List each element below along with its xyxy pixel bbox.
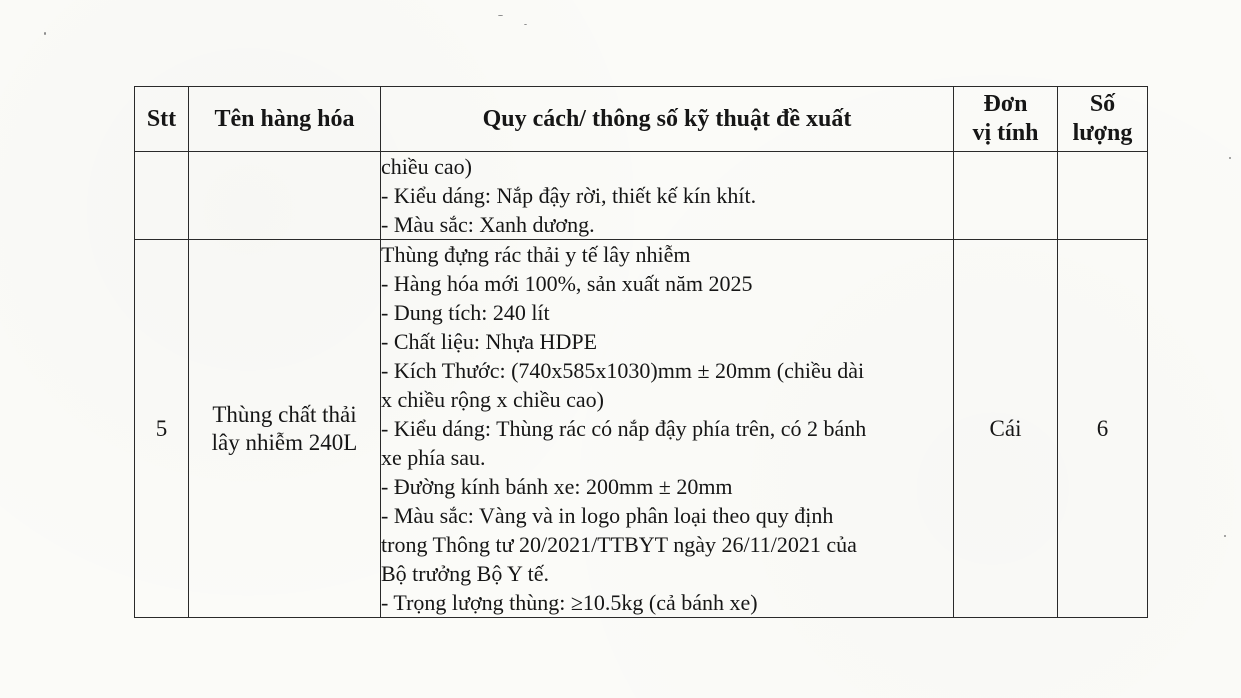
cell-item-name	[189, 240, 381, 618]
spec-line: - Chất liệu: Nhựa HDPE	[381, 329, 598, 354]
spec-line: - Kích Thước: (740x585x1030)mm ± 20mm (chiều dài	[381, 358, 865, 383]
spec-line: chiều cao)	[381, 154, 472, 179]
scan-speck	[44, 32, 46, 35]
scan-speck	[1229, 157, 1231, 159]
spec-line: Thùng đựng rác thải y tế lây nhiễm	[381, 242, 691, 267]
header-stt: Stt	[135, 87, 189, 152]
spec-line: - Kiểu dáng: Thùng rác có nắp đậy phía trên, có 2 bánh	[381, 416, 867, 441]
header-quantity-line2: lượng	[1072, 120, 1133, 146]
header-unit	[954, 87, 1058, 152]
spec-line: - Màu sắc: Vàng và in logo phân loại theo quy định	[381, 503, 834, 528]
scan-speck	[498, 15, 503, 16]
spec-line: - Đường kính bánh xe: 200mm ± 20mm	[381, 474, 733, 499]
cell-specification	[381, 240, 954, 618]
header-item-name: Tên hàng hóa	[189, 87, 381, 152]
cell-unit: Cái	[954, 240, 1058, 618]
cell-stt	[135, 152, 189, 240]
spec-line: x chiều rộng x chiều cao)	[381, 387, 604, 412]
table-row	[135, 240, 1148, 618]
spec-line: - Màu sắc: Xanh dương.	[381, 212, 595, 237]
header-quantity-line1: Số	[1089, 91, 1116, 117]
cell-quantity	[1058, 152, 1148, 240]
item-name-line2: lây nhiễm 240L	[211, 429, 358, 455]
header-unit-line2: vị tính	[972, 120, 1039, 146]
table-header-row	[135, 87, 1148, 152]
specification-table	[134, 86, 1148, 618]
spec-line: trong Thông tư 20/2021/TTBYT ngày 26/11/2021 của	[381, 532, 857, 557]
spec-line: Bộ trưởng Bộ Y tế.	[381, 561, 549, 586]
cell-stt: 5	[135, 240, 189, 618]
spec-line: - Hàng hóa mới 100%, sản xuất năm 2025	[381, 271, 753, 296]
cell-quantity: 6	[1058, 240, 1148, 618]
spec-line: - Trọng lượng thùng: ≥10.5kg (cả bánh xe)	[381, 590, 758, 615]
header-quantity	[1058, 87, 1148, 152]
table-row	[135, 152, 1148, 240]
header-unit-line1: Đơn	[983, 91, 1028, 117]
spec-line: - Dung tích: 240 lít	[381, 300, 550, 325]
item-name-line1: Thùng chất thải	[212, 401, 357, 427]
header-specification: Quy cách/ thông số kỹ thuật đề xuất	[381, 87, 954, 152]
spec-line: xe phía sau.	[381, 445, 486, 470]
scan-speck	[1224, 535, 1226, 537]
scan-speck	[524, 24, 527, 25]
cell-specification	[381, 152, 954, 240]
cell-item-name	[189, 152, 381, 240]
spec-line: - Kiểu dáng: Nắp đậy rời, thiết kế kín khít.	[381, 183, 757, 208]
cell-unit	[954, 152, 1058, 240]
